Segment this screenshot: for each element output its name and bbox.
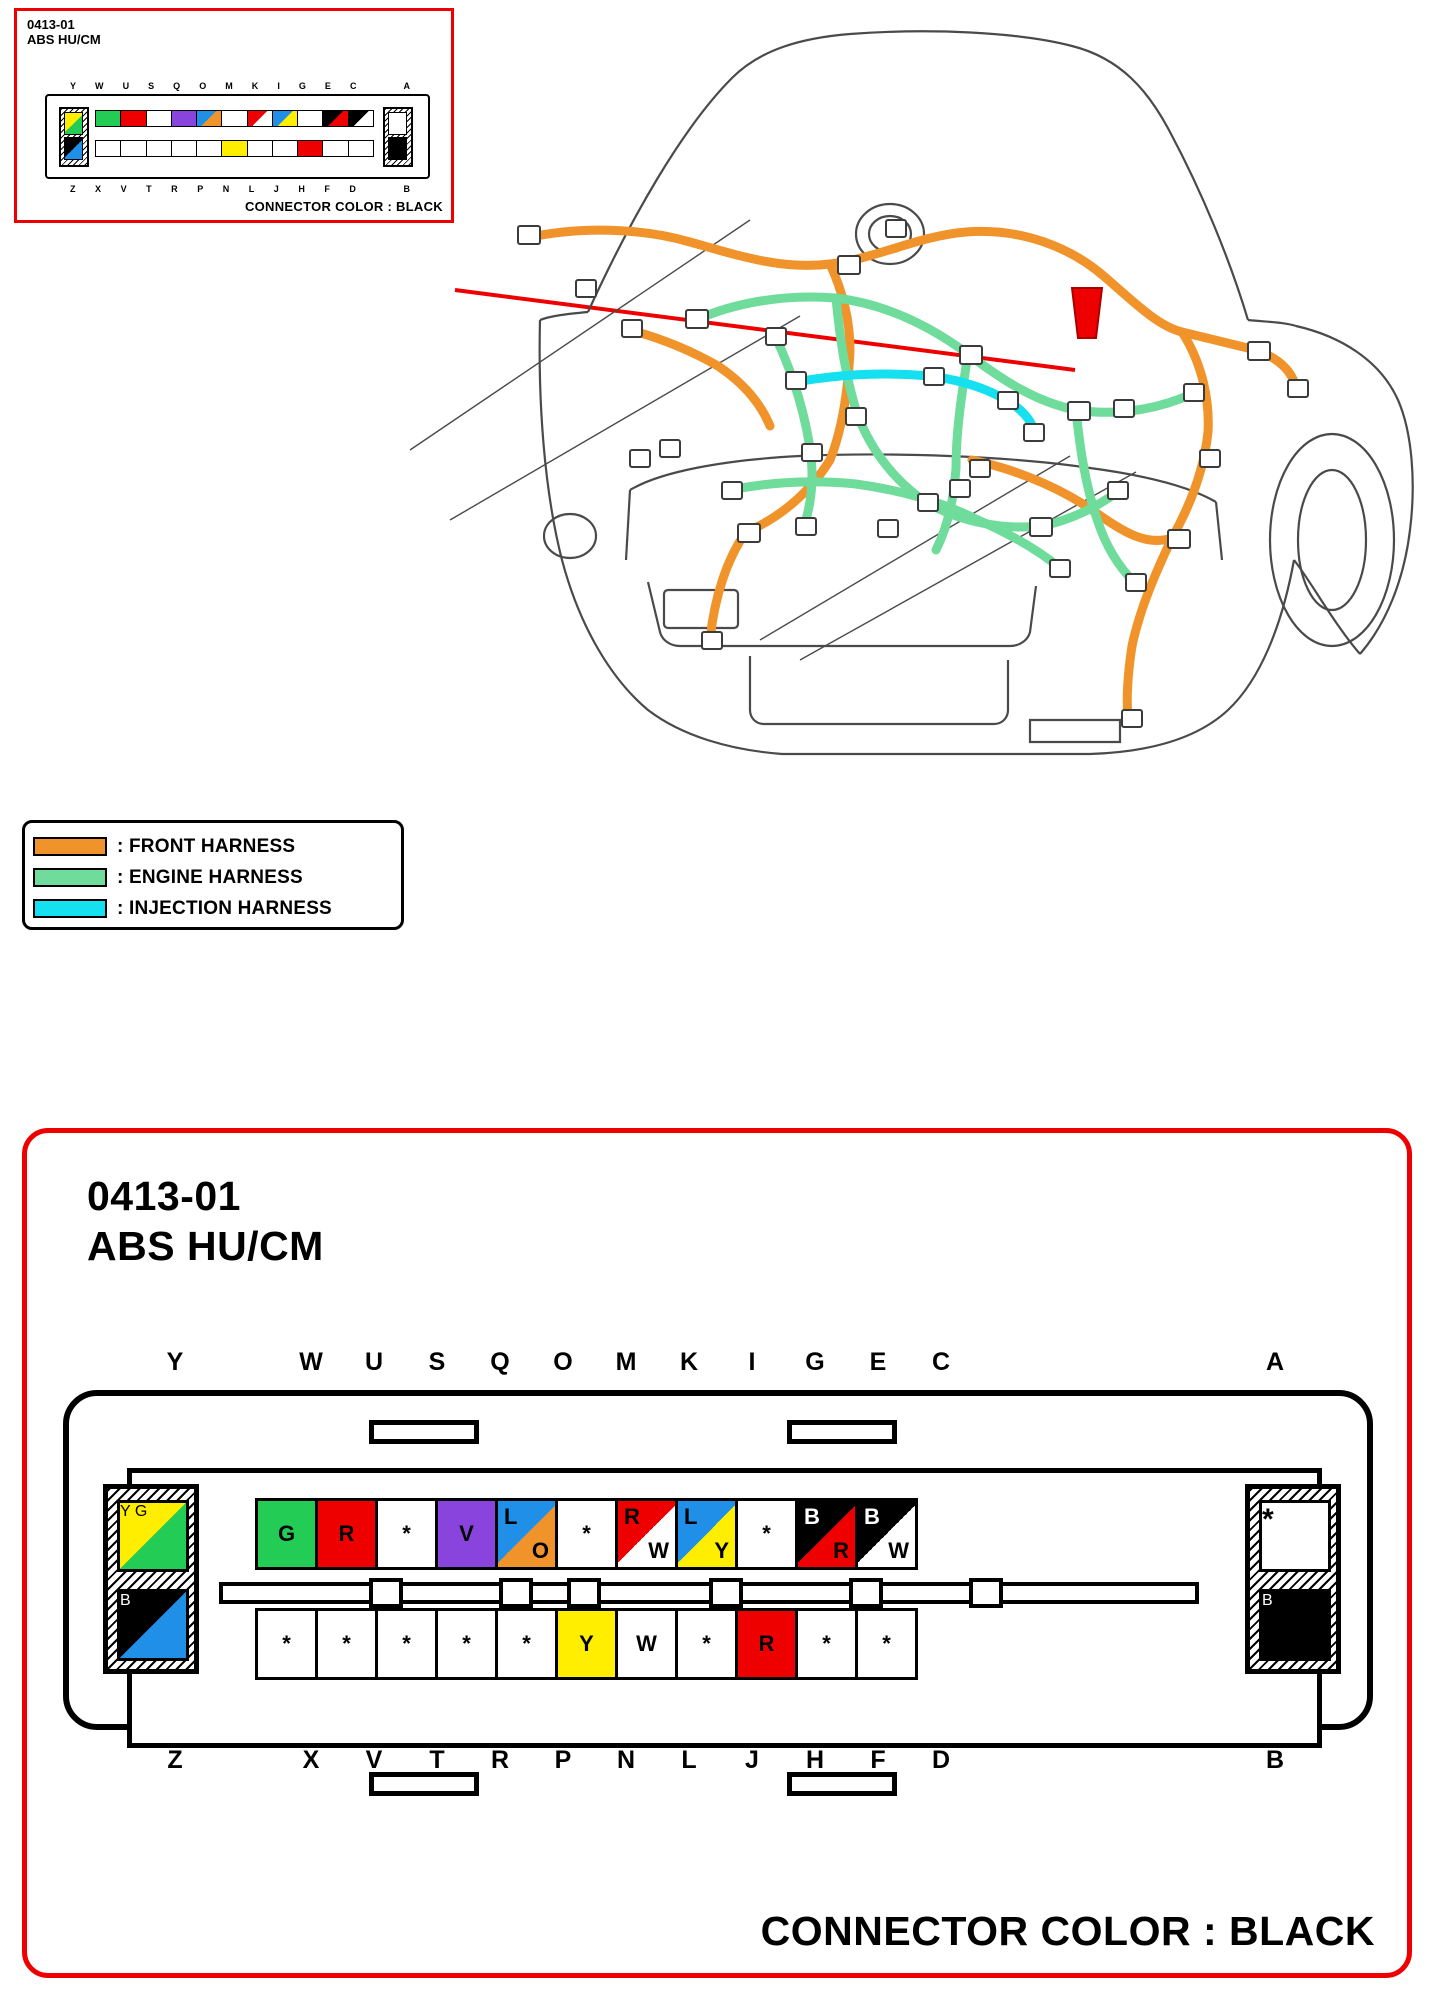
pin-cell-L[interactable] bbox=[615, 1608, 678, 1680]
pin-block-right bbox=[1245, 1484, 1341, 1674]
pin-cell-T[interactable] bbox=[375, 1608, 438, 1680]
inset-code: 0413-01 bbox=[27, 17, 75, 32]
connector-diagram bbox=[63, 1348, 1373, 1808]
main-name: ABS HU/CM bbox=[87, 1223, 324, 1269]
pin-cell-R[interactable] bbox=[435, 1608, 498, 1680]
top-pin-letter-Y: Y bbox=[166, 1348, 184, 1376]
bottom-pin-letter-D: D bbox=[931, 1746, 951, 1774]
top-pin-letter-G: G bbox=[805, 1348, 825, 1376]
pin-F-label-main: * bbox=[822, 1631, 831, 1656]
top-pin-letter-O: O bbox=[553, 1348, 573, 1376]
top-pin-letter-C: C bbox=[931, 1348, 951, 1376]
pin-cell-X[interactable] bbox=[255, 1608, 318, 1680]
pin-cell-N[interactable] bbox=[555, 1608, 618, 1680]
pin-cell-Z[interactable] bbox=[117, 1589, 189, 1661]
top-pin-letter-I: I bbox=[748, 1348, 756, 1376]
vehicle-harness-illustration bbox=[330, 20, 1420, 780]
pin-Z-label-main: B bbox=[120, 1592, 131, 1609]
connector-outer-shell bbox=[63, 1390, 1373, 1730]
pin-cell-F[interactable] bbox=[795, 1608, 858, 1680]
middle-tab-6 bbox=[969, 1578, 1003, 1608]
pin-cell-B[interactable] bbox=[1259, 1589, 1331, 1661]
inset-bottom-pin-letters: Z X V T R P N L J H F D B bbox=[70, 184, 410, 194]
car-body-outline bbox=[410, 31, 1413, 754]
bottom-pin-letter-N: N bbox=[616, 1746, 636, 1774]
legend-label-front: : FRONT HARNESS bbox=[117, 835, 296, 857]
pin-N-label-main: Y bbox=[579, 1631, 594, 1656]
pin-J-label-main: * bbox=[702, 1631, 711, 1656]
pin-block-left bbox=[103, 1484, 199, 1674]
shell-notch-top-right bbox=[787, 1420, 897, 1444]
pin-T-label-main: * bbox=[402, 1631, 411, 1656]
pin-cell-D[interactable] bbox=[855, 1608, 918, 1680]
pin-cell-Q[interactable] bbox=[435, 1498, 498, 1570]
pin-C-label-main: B bbox=[864, 1504, 880, 1529]
pin-cell-C[interactable] bbox=[855, 1498, 918, 1570]
bottom-pin-letter-F: F bbox=[870, 1746, 886, 1774]
pin-cell-I[interactable] bbox=[675, 1498, 738, 1570]
pin-cell-W[interactable] bbox=[255, 1498, 318, 1570]
bottom-pin-letter-R: R bbox=[490, 1746, 510, 1774]
front-harness-path bbox=[526, 230, 1296, 718]
pin-I-label-main: L bbox=[684, 1504, 698, 1529]
pin-L-label-main: W bbox=[636, 1631, 657, 1656]
inset-name: ABS HU/CM bbox=[27, 32, 101, 47]
bottom-pin-letter-row bbox=[63, 1746, 1373, 1776]
pin-B-label-main: B bbox=[1262, 1592, 1273, 1609]
harness-legend bbox=[22, 820, 404, 930]
legend-swatch-engine bbox=[33, 868, 107, 887]
pin-cell-V[interactable] bbox=[315, 1608, 378, 1680]
pin-P-label-main: * bbox=[522, 1631, 531, 1656]
pin-O-label-main: L bbox=[504, 1504, 518, 1529]
middle-tab-3 bbox=[567, 1578, 601, 1608]
pin-E-label-main: B bbox=[804, 1504, 820, 1529]
bottom-pin-letter-H: H bbox=[805, 1746, 825, 1774]
pin-C-label-sub: W bbox=[888, 1538, 909, 1563]
top-pin-letter-U: U bbox=[364, 1348, 384, 1376]
main-connector-color-text: CONNECTOR COLOR : BLACK bbox=[760, 1908, 1375, 1954]
top-pin-letter-M: M bbox=[615, 1348, 637, 1376]
bottom-pin-row bbox=[255, 1608, 1160, 1680]
main-title bbox=[87, 1171, 324, 1271]
top-pin-letter-W: W bbox=[299, 1348, 323, 1376]
pin-O-label-sub: O bbox=[531, 1538, 549, 1563]
main-code: 0413-01 bbox=[87, 1173, 241, 1219]
top-pin-letter-row bbox=[63, 1348, 1373, 1378]
pin-cell-U[interactable] bbox=[315, 1498, 378, 1570]
pin-cell-P[interactable] bbox=[495, 1608, 558, 1680]
middle-tab-1 bbox=[369, 1578, 403, 1608]
pin-X-label-main: * bbox=[282, 1631, 291, 1656]
legend-label-engine: : ENGINE HARNESS bbox=[117, 866, 303, 888]
bottom-pin-letter-B: B bbox=[1265, 1746, 1285, 1774]
highlighted-abs-connector bbox=[1072, 288, 1102, 338]
legend-swatch-front bbox=[33, 837, 107, 856]
pin-K-label-sub: W bbox=[648, 1538, 669, 1563]
pin-R-label-main: * bbox=[462, 1631, 471, 1656]
bottom-pin-letter-X: X bbox=[302, 1746, 320, 1774]
pin-cell-G[interactable] bbox=[735, 1498, 798, 1570]
top-pin-row bbox=[255, 1498, 1160, 1570]
legend-item-front bbox=[33, 831, 401, 862]
middle-tab-5 bbox=[849, 1578, 883, 1608]
pin-S-label-main: * bbox=[402, 1521, 411, 1546]
pin-cell-O[interactable] bbox=[495, 1498, 558, 1570]
bottom-pin-letter-Z: Z bbox=[167, 1746, 183, 1774]
pin-G-label-main: * bbox=[762, 1521, 771, 1546]
pin-E-label-sub: R bbox=[833, 1538, 849, 1563]
pin-Q-label-main: V bbox=[459, 1521, 474, 1546]
legend-swatch-injection bbox=[33, 899, 107, 918]
top-pin-letter-Q: Q bbox=[490, 1348, 510, 1376]
middle-tab-4 bbox=[709, 1578, 743, 1608]
pin-Z-label-sub: L bbox=[135, 1592, 145, 1609]
pin-D-label-main: * bbox=[882, 1631, 891, 1656]
pin-Y-label-main: Y bbox=[120, 1503, 131, 1520]
legend-item-engine bbox=[33, 862, 401, 893]
middle-tab-2 bbox=[499, 1578, 533, 1608]
pin-cell-K[interactable] bbox=[615, 1498, 678, 1570]
pin-cell-H[interactable] bbox=[735, 1608, 798, 1680]
shell-notch-top-left bbox=[369, 1420, 479, 1444]
pin-cell-E[interactable] bbox=[795, 1498, 858, 1570]
top-pin-letter-K: K bbox=[679, 1348, 699, 1376]
main-connector-panel bbox=[22, 1128, 1412, 1978]
pin-W-label-main: G bbox=[277, 1521, 296, 1546]
bottom-pin-letter-V: V bbox=[365, 1746, 383, 1774]
pin-A-label-main: * bbox=[1262, 1503, 1274, 1536]
top-pin-letter-A: A bbox=[1265, 1348, 1285, 1376]
pin-cell-A[interactable] bbox=[1259, 1500, 1331, 1572]
bottom-pin-letter-T: T bbox=[429, 1746, 445, 1774]
pin-cell-S[interactable] bbox=[375, 1498, 438, 1570]
pin-I-label-sub: Y bbox=[714, 1538, 729, 1563]
pin-U-label-main: R bbox=[338, 1521, 355, 1546]
pin-H-label-main: R bbox=[758, 1631, 775, 1656]
pin-cell-Y[interactable] bbox=[117, 1500, 189, 1572]
pin-Y-label-sub: G bbox=[134, 1503, 148, 1520]
pin-V-label-main: * bbox=[342, 1631, 351, 1656]
pin-cell-J[interactable] bbox=[675, 1608, 738, 1680]
bottom-pin-letter-J: J bbox=[745, 1746, 759, 1774]
bottom-pin-letter-P: P bbox=[554, 1746, 572, 1774]
pin-K-label-main: R bbox=[624, 1504, 640, 1529]
bottom-pin-letter-L: L bbox=[681, 1746, 697, 1774]
inset-connector-color-text: CONNECTOR COLOR : BLACK bbox=[244, 199, 443, 214]
legend-item-injection bbox=[33, 893, 401, 924]
inset-left-block bbox=[59, 107, 89, 167]
pin-cell-M[interactable] bbox=[555, 1498, 618, 1570]
top-pin-letter-S: S bbox=[428, 1348, 446, 1376]
legend-label-injection: : INJECTION HARNESS bbox=[117, 897, 332, 919]
inset-title bbox=[27, 17, 101, 47]
top-pin-letter-E: E bbox=[869, 1348, 887, 1376]
inset-top-pin-letters: Y W U S Q O M K I G E C A bbox=[70, 81, 410, 91]
pin-M-label-main: * bbox=[582, 1521, 591, 1546]
